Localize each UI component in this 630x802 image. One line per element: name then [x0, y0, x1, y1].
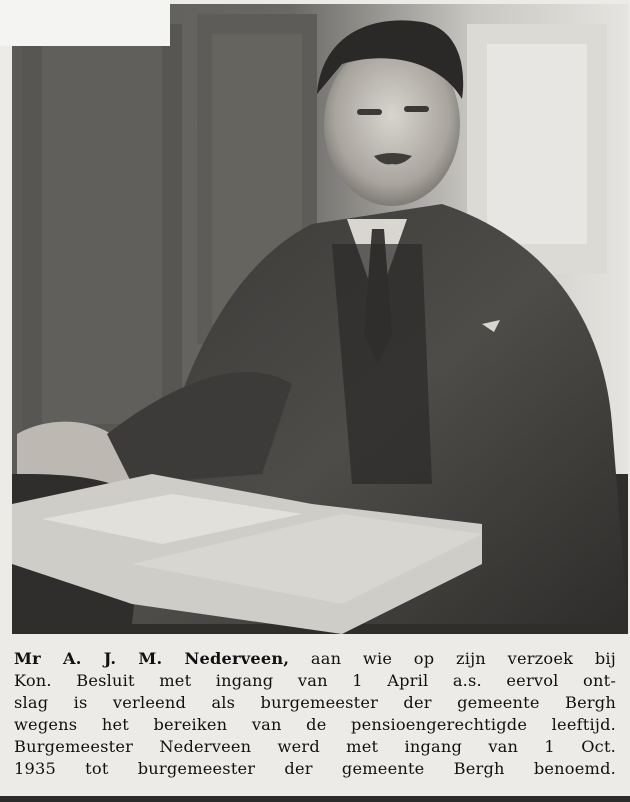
photo-caption	[14, 648, 616, 780]
caption-line-5: Burgemeester Nederveen werd met ingang van 1 Oct.	[14, 737, 616, 756]
caption-line-1	[14, 648, 616, 670]
caption-line-3: slag is verleend als burgemeester der gemeente Bergh	[14, 693, 616, 712]
caption-line-4: wegens het bereiken van de pensioengerechtigde leeftijd.	[14, 715, 616, 734]
clipping-corner	[0, 0, 170, 46]
caption-line-2: Kon. Besluit met ingang van 1 April a.s. eervol ont-	[14, 671, 616, 690]
caption-line-1-text: aan wie op zijn verzoek bij	[310, 649, 616, 668]
scan-edge	[0, 796, 630, 802]
caption-line-6: 1935 tot burgemeester der gemeente Bergh benoemd.	[14, 759, 616, 778]
portrait-photo	[12, 4, 628, 634]
caption-name: Mr A. J. M. Nederveen,	[14, 649, 290, 668]
